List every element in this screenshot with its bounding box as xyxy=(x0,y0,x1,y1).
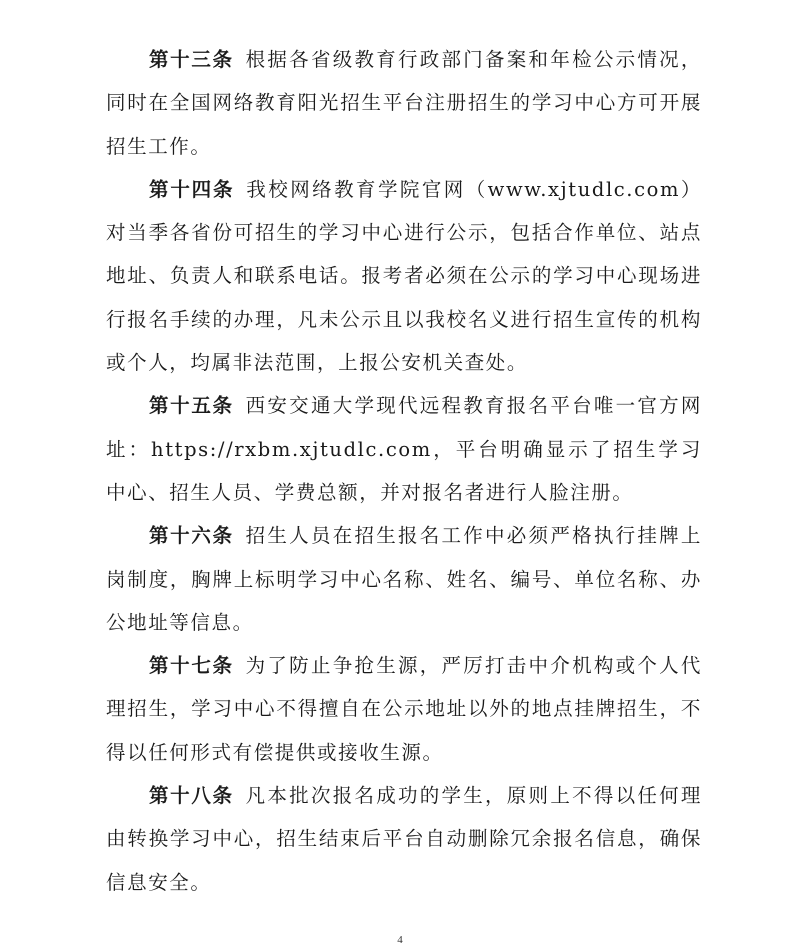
article-18 xyxy=(106,774,702,904)
article-13 xyxy=(106,38,702,168)
article-15 xyxy=(106,384,702,514)
article-16 xyxy=(106,514,702,644)
page-number: 4 xyxy=(397,934,403,946)
article-number: 第十三条 xyxy=(149,48,234,71)
article-text: 为了防止争抢生源，严厉打击中介机构或个人代理招生，学习中心不得擅自在公示地址以外的地点挂牌招生，不得以任何形式有偿提供或接收生源。 xyxy=(106,654,702,764)
article-14 xyxy=(106,168,702,384)
article-text: 凡本批次报名成功的学生，原则上不得以任何理由转换学习中心，招生结束后平台自动删除冗余报名信息，确保信息安全。 xyxy=(106,784,702,894)
article-number: 第十六条 xyxy=(149,524,234,548)
article-number: 第十五条 xyxy=(149,394,234,418)
article-text: 西安交通大学现代远程教育报名平台唯一官方网址：https://rxbm.xjtudlc.com，平台明确显示了招生学习中心、招生人员、学费总额，并对报名者进行人脸注册。 xyxy=(106,394,702,504)
article-text: 根据各省级教育行政部门备案和年检公示情况，同时在全国网络教育阳光招生平台注册招生的学习中心方可开展招生工作。 xyxy=(106,48,702,158)
article-17 xyxy=(106,644,702,774)
document-body xyxy=(106,38,702,904)
article-number: 第十四条 xyxy=(149,177,235,201)
article-text: 招生人员在招生报名工作中必须严格执行挂牌上岗制度，胸牌上标明学习中心名称、姓名、编号、单位名称、办公地址等信息。 xyxy=(106,524,702,634)
article-text: 我校网络教育学院官网（www.xjtudlc.com）对当季各省份可招生的学习中心进行公示，包括合作单位、站点地址、负责人和联系电话。报考者必须在公示的学习中心现场进行报名手续的办理，凡未公示且以我校名义进行招生宣传的机构或个人，均属非法范围，上报公安机关查处。 xyxy=(106,177,702,375)
article-number: 第十八条 xyxy=(149,784,234,808)
article-number: 第十七条 xyxy=(149,654,234,678)
